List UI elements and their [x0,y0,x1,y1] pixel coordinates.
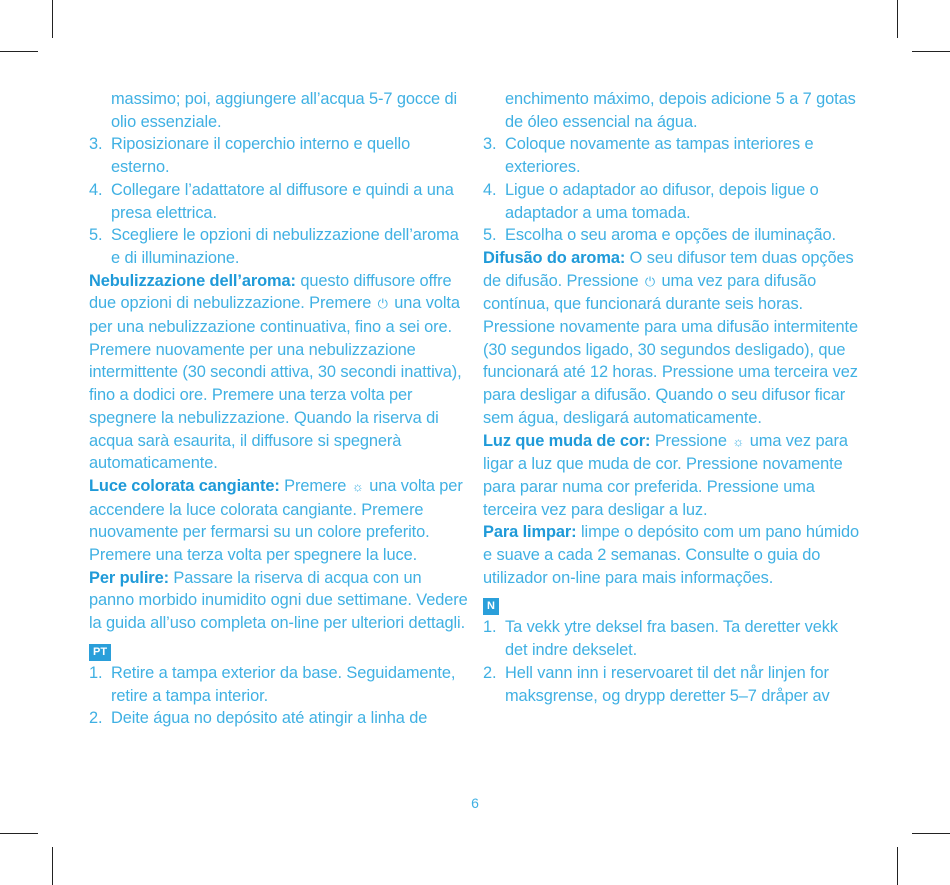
continued-text: enchimento máximo, depois adicione 5 a 7 gotas de óleo essencial na água. [505,90,856,131]
list-text: Ligue o adaptador ao difusor, depois ligue o adaptador a uma tomada. [505,180,819,222]
language-badge: PT [89,644,111,661]
list-item [483,133,863,178]
left-column [89,88,469,730]
list-text: Retire a tampa exterior da base. Seguidamente, retire a tampa interior. [111,663,456,705]
list-text: Hell vann inn i reservoaret til det når linjen for maksgrense, og drypp deretter 5–7 dråper av [505,663,830,705]
paragraph-text: una volta per una nebulizzazione continuativa, fino a sei ore. Premere nuovamente per una nebulizzazione intermittente (30 secondi attiva, 30 secondi inattiva), fino a dodici ore. Premere una terza volta per spegnere la nebulizzazione. Quando la riserva di acqua sarà esaurita, il diffusore si spegnerà automaticamente. [89,294,462,473]
paragraph-heading: Para limpar: [483,523,577,542]
light-icon: ☼ [351,478,364,494]
crop-mark [912,833,950,834]
list-text: Scegliere le opzioni di nebulizzazione dell’aroma e di illuminazione. [111,226,459,267]
list-text: Collegare l’adattatore al diffusore e quindi a una presa elettrica. [111,180,454,222]
list-number: 1. [89,663,103,682]
page-number: 6 [471,795,479,811]
list-item [483,616,863,661]
paragraph-text: uma vez para ligar a luz que muda de cor. Pressione novamente para parar numa cor preferida. Pressione uma terceira vez para desligar a luz. [483,431,848,519]
list-number: 5. [89,226,103,245]
paragraph-text: limpe o depósito com um pano húmido e suave a cada 2 semanas. Consulte o guia do utilizador on-line para mais informações. [483,523,860,587]
paragraph-heading: Luce colorata cangiante: [89,476,280,495]
paragraph-heading: Nebulizzazione dell’aroma: [89,271,296,290]
right-column [483,88,863,707]
list-item [89,707,469,730]
paragraph-text: una volta per accendere la luce colorata cangiante. Premere nuovamente per fermarsi su un colore preferito. Premere una terza volta per spegnere la luce. [89,476,463,565]
list-number: 2. [483,663,497,682]
crop-mark [897,0,898,38]
paragraph-text: uma vez para difusão contínua, que funcionará durante seis horas. Pressione novamente para uma difusão intermitente (30 segundos ligado, 30 segundos desligado), que funcionará até 12 horas. Pressione uma terceira vez para desligar a difusão. Quando o seu difusor ficar sem água, desligará automaticamente. [483,271,859,427]
paragraph-aroma [483,247,863,430]
crop-mark [897,847,898,885]
list-text: Deite água no depósito até atingir a linha de [111,709,428,728]
continued-text: massimo; poi, aggiungere all’acqua 5-7 gocce di olio essenziale. [111,90,458,131]
list-item [89,224,469,269]
list-item [89,133,469,178]
list-item [483,662,863,707]
list-item [89,662,469,707]
paragraph-clean [89,567,469,635]
list-number: 5. [483,226,497,245]
list-text: Ta vekk ytre deksel fra basen. Ta deretter vekk det indre dekselet. [505,618,838,660]
crop-mark [52,847,53,885]
paragraph-heading: Difusão do aroma: [483,248,626,267]
list-text: Riposizionare il coperchio interno e quello esterno. [111,135,411,177]
crop-mark [52,0,53,38]
paragraph-clean [483,521,863,589]
paragraph-text: Premere [279,476,351,495]
list-number: 1. [483,618,497,637]
crop-mark [0,51,38,52]
paragraph-text: O seu difusor tem duas opções de difusão. Pressione [483,248,854,290]
paragraph-light [483,430,863,522]
light-icon: ☼ [732,433,745,449]
list-item [483,224,863,247]
list-item [89,179,469,224]
crop-mark [0,833,38,834]
power-icon: ⏻ [644,273,656,289]
paragraph-light [89,475,469,567]
list-item [483,179,863,224]
list-number: 2. [89,709,103,728]
list-number: 3. [483,135,497,154]
list-text: Escolha o seu aroma e opções de iluminação. [505,226,836,245]
paragraph-heading: Luz que muda de cor: [483,431,651,450]
paragraph-text: Pressione [650,431,732,450]
paragraph-aroma [89,270,469,475]
list-number: 3. [89,135,103,154]
list-text: Coloque novamente as tampas interiores e exteriores. [505,135,814,177]
language-badge: N [483,598,499,615]
paragraph-heading: Per pulire: [89,568,169,587]
list-number: 4. [89,180,103,199]
crop-mark [912,51,950,52]
paragraph-text: questo diffusore offre due opzioni di nebulizzazione. Premere [89,271,452,313]
list-number: 4. [483,180,497,199]
paragraph-text: Passare la riserva di acqua con un panno morbido inumidito ogni due settimane. Vedere la guida all’uso completa on-line per ulteriori dettagli. [89,568,468,633]
power-icon: ⏻ [377,296,388,312]
